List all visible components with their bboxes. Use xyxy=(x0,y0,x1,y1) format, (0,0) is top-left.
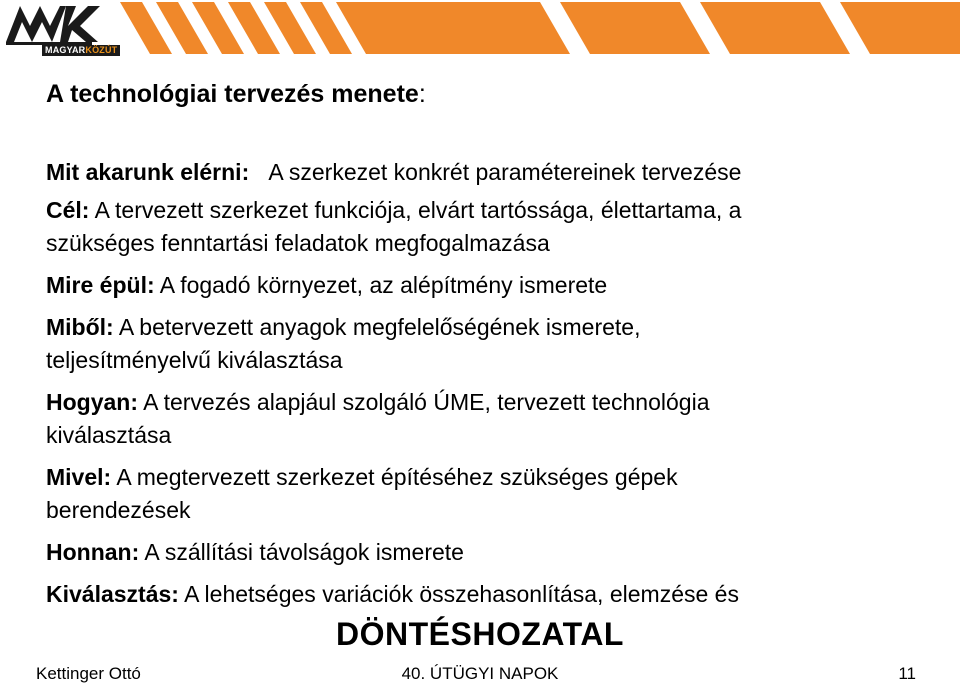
row-hogyan xyxy=(46,386,926,419)
row-text: A szerkezet konkrét paramétereinek tervezése xyxy=(268,159,742,185)
row-mibol-cont xyxy=(46,344,926,377)
row-text: A tervezett szerkezet funkciója, elvárt tartóssága, élettartama, a xyxy=(94,197,742,223)
row-text: berendezések xyxy=(46,497,191,523)
slide-content xyxy=(46,156,926,611)
magyar-kozut-logo xyxy=(6,4,126,58)
row-mibol xyxy=(46,311,926,344)
row-mivel xyxy=(46,461,926,494)
row-text: A lehetséges variációk összehasonlítása, elemzése és xyxy=(184,581,739,607)
row-label: Cél: xyxy=(46,197,90,223)
slide-footer xyxy=(0,662,960,687)
row-text: A betervezett anyagok megfelelőségének ismerete, xyxy=(118,314,641,340)
header-stripes xyxy=(120,2,960,54)
row-kivalasztas xyxy=(46,578,926,611)
row-hogyan-cont xyxy=(46,419,926,452)
row-label: Mire épül: xyxy=(46,272,155,298)
page-number: 11 xyxy=(898,664,916,683)
row-text: A megtervezett szerkezet építéséhez szükséges gépek xyxy=(116,464,678,490)
row-text: teljesítményelvű kiválasztása xyxy=(46,347,343,373)
footer-event: 40. ÚTÜGYI NAPOK xyxy=(401,664,559,683)
row-text: A fogadó környezet, az alépítmény ismerete xyxy=(159,272,608,298)
footer-author: Kettinger Ottó xyxy=(36,664,141,683)
row-honnan xyxy=(46,536,926,569)
row-goal xyxy=(46,156,926,189)
decision-heading: DÖNTÉSHOZATAL xyxy=(336,616,624,652)
row-label: Mivel: xyxy=(46,464,112,490)
row-label: Kiválasztás: xyxy=(46,581,179,607)
slide-title: A technológiai tervezés menete: xyxy=(46,80,426,108)
row-text: kiválasztása xyxy=(46,422,172,448)
row-cel-cont xyxy=(46,227,926,260)
row-label: Mit akarunk elérni: xyxy=(46,159,250,185)
row-cel xyxy=(46,194,926,227)
row-text: szükséges fenntartási feladatok megfogalmazása xyxy=(46,230,550,256)
row-mivel-cont xyxy=(46,494,926,527)
row-text: A szállítási távolságok ismerete xyxy=(144,539,464,565)
row-label: Hogyan: xyxy=(46,389,138,415)
row-label: Honnan: xyxy=(46,539,140,565)
logo-wordmark: MAGYARKÖZÚT xyxy=(42,45,120,56)
row-label: Miből: xyxy=(46,314,114,340)
row-mire xyxy=(46,269,926,302)
row-text: A tervezés alapjául szolgáló ÚME, tervezett technológia xyxy=(143,389,710,415)
